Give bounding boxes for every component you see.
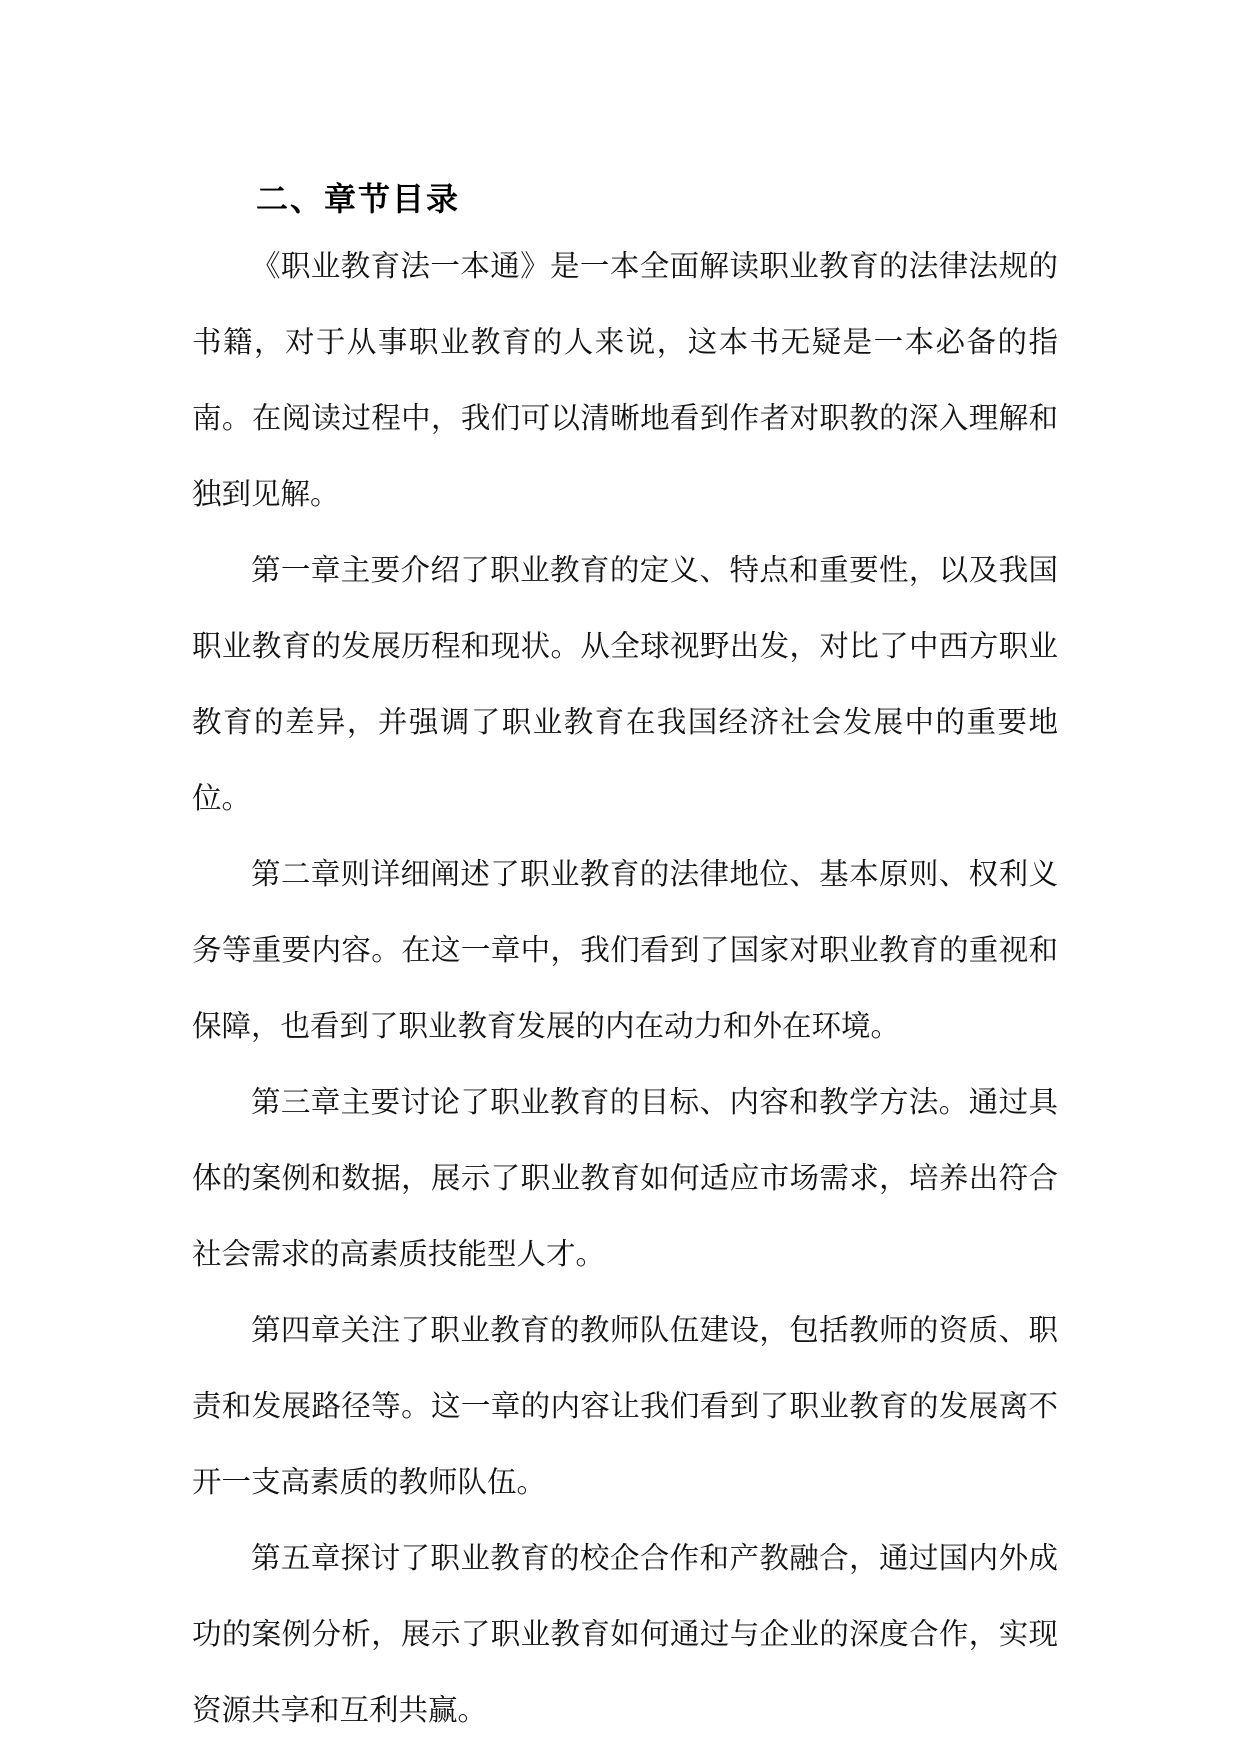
paragraph-chapter-4: 第四章关注了职业教育的教师队伍建设，包括教师的资质、职责和发展路径等。这一章的内容让我们看到了职业教育的发展离不开一支高素质的教师队伍。 <box>192 1313 1058 1499</box>
body-text <box>192 228 1058 1748</box>
paragraph-chapter-2: 第二章则详细阐述了职业教育的法律地位、基本原则、权利义务等重要内容。在这一章中，我们看到了国家对职业教育的重视和保障，也看到了职业教育发展的内在动力和外在环境。 <box>192 857 1058 1043</box>
paragraph-chapter-1: 第一章主要介绍了职业教育的定义、特点和重要性，以及我国职业教育的发展历程和现状。从全球视野出发，对比了中西方职业教育的差异，并强调了职业教育在我国经济社会发展中的重要地位。 <box>192 553 1058 815</box>
paragraph-chapter-3: 第三章主要讨论了职业教育的目标、内容和教学方法。通过具体的案例和数据，展示了职业教育如何适应市场需求，培养出符合社会需求的高素质技能型人才。 <box>192 1085 1058 1271</box>
paragraph-chapter-5: 第五章探讨了职业教育的校企合作和产教融合，通过国内外成功的案例分析，展示了职业教育如何通过与企业的深度合作，实现资源共享和互利共赢。 <box>192 1541 1058 1727</box>
paragraph-intro: 《职业教育法一本通》是一本全面解读职业教育的法律法规的书籍，对于从事职业教育的人来说，这本书无疑是一本必备的指南。在阅读过程中，我们可以清晰地看到作者对职教的深入理解和独到见解。 <box>192 249 1058 511</box>
section-heading: 二、章节目录 <box>256 179 461 218</box>
